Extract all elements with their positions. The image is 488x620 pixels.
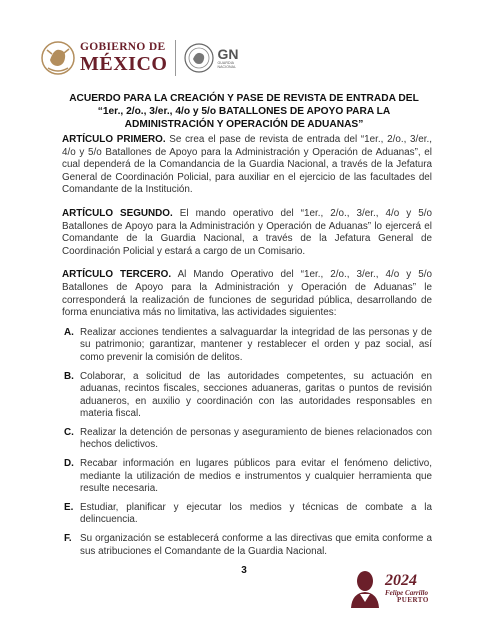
item-text: Colaborar, a solicitud de las autoridades competentes, su actuación en aduanas, recintos fiscales, secciones aduaneras, garitas o puntos de revisión aduaneros, en auxilio y coordinación con las autoridades responsables en materia fiscal.: [80, 370, 432, 420]
portrait-icon: [348, 568, 382, 608]
article-label: ARTÍCULO PRIMERO.: [62, 134, 166, 145]
eagle-emblem-icon: [40, 38, 76, 78]
document-header: [40, 36, 238, 80]
footer-year: 2024: [385, 571, 417, 589]
item-letter: C.: [64, 426, 74, 438]
document-body: [62, 134, 432, 564]
footer-2024-logo: [348, 564, 456, 612]
header-divider: [175, 40, 176, 76]
footer-name: Felipe Carrillo: [385, 588, 428, 597]
list-item: [62, 327, 432, 365]
item-letter: D.: [64, 458, 74, 470]
article-text: El mando operativo del “1er., 2/o., 3/er., 4/o y 5/o Batallones de Apoyo para la Administración y Operación de Aduanas” lo ejercerá el Comandante de la Guardia Nacional, a través de la Jefatura General de Coordinación Policial y estará a cargo de un Comisario.: [62, 207, 432, 257]
article-tercero: [62, 269, 432, 319]
guardia-nacional-seal-icon: [184, 43, 214, 73]
mexico-label: MÉXICO: [80, 53, 168, 76]
item-text: Realizar acciones tendientes a salvaguardar la integridad de las personas y de su patrimonio; garantizar, mantener y restablecer el orden y paz social, así como prevenir la comisión de delitos.: [80, 326, 432, 363]
item-text: Recabar información en lugares públicos para evitar el fenómeno delictivo, mediante la utilización de medios e instrumentos y cualquier herramienta que resulte necesaria.: [80, 458, 432, 495]
document-title: ACUERDO PARA LA CREACIÓN Y PASE DE REVISTA DE ENTRADA DEL “1er., 2/o., 3/er., 4/o y 5/o BATALLONES DE APOYO PARA LA ADMINISTRACIÓN Y OPERACIÓN DE ADUANAS”: [69, 93, 419, 130]
footer-city: PUERTO: [397, 595, 429, 604]
item-letter: B.: [64, 370, 74, 382]
page-number: 3: [241, 565, 247, 576]
gobierno-de-mexico-logo: [40, 38, 167, 78]
gobierno-de-label: GOBIERNO DE: [80, 40, 166, 53]
list-item: [62, 371, 432, 421]
article-segundo: [62, 208, 432, 258]
list-item: [62, 458, 432, 496]
gn-line-2: NACIONAL: [217, 64, 237, 69]
article-text: Se crea el pase de revista de entrada del “1er., 2/o., 3/er., 4/o y 5/o Batallones de Apoyo para la Administración y Operación de Aduanas”, el cual dependerá de la Comandancia de la Guardia Nacional, a través de la Jefatura General de Coordinación Policial, para auxiliar en el ejercicio de las facultades del Comandante de la Institución.: [62, 134, 432, 196]
article-label: ARTÍCULO SEGUNDO.: [62, 207, 173, 219]
article-label: ARTÍCULO TERCERO.: [62, 269, 172, 281]
article-text: Al Mando Operativo del “1er., 2/o., 3/er., 4/o y 5/o Batallones de Apoyo para la Administración y Operación de Aduanas” le corresponderá la realización de funciones de seguridad pública, desarrollando de forma enunciativa más no limitativa, las actividades siguientes:: [62, 269, 432, 319]
item-letter: A.: [64, 326, 74, 338]
list-item: [62, 502, 432, 527]
item-letter: F.: [64, 533, 72, 545]
activities-list: [62, 327, 432, 559]
item-text: Su organización se establecerá conforme a las directivas que emita conforme a sus atribuciones el Comandante de la Guardia Nacional.: [80, 533, 432, 557]
item-text: Estudiar, planificar y ejecutar los medios y técnicas de combate a la delincuencia.: [80, 501, 432, 526]
item-letter: E.: [64, 501, 74, 513]
guardia-nacional-logo: [184, 43, 238, 73]
list-item: [62, 533, 432, 558]
item-text: Realizar la detención de personas y aseguramiento de bienes relacionados con hechos delictivos.: [80, 426, 432, 451]
gn-line-1: GUARDIA: [217, 61, 235, 65]
article-primero: [62, 134, 432, 197]
list-item: [62, 427, 432, 452]
gn-abbreviation: GN: [217, 46, 239, 62]
